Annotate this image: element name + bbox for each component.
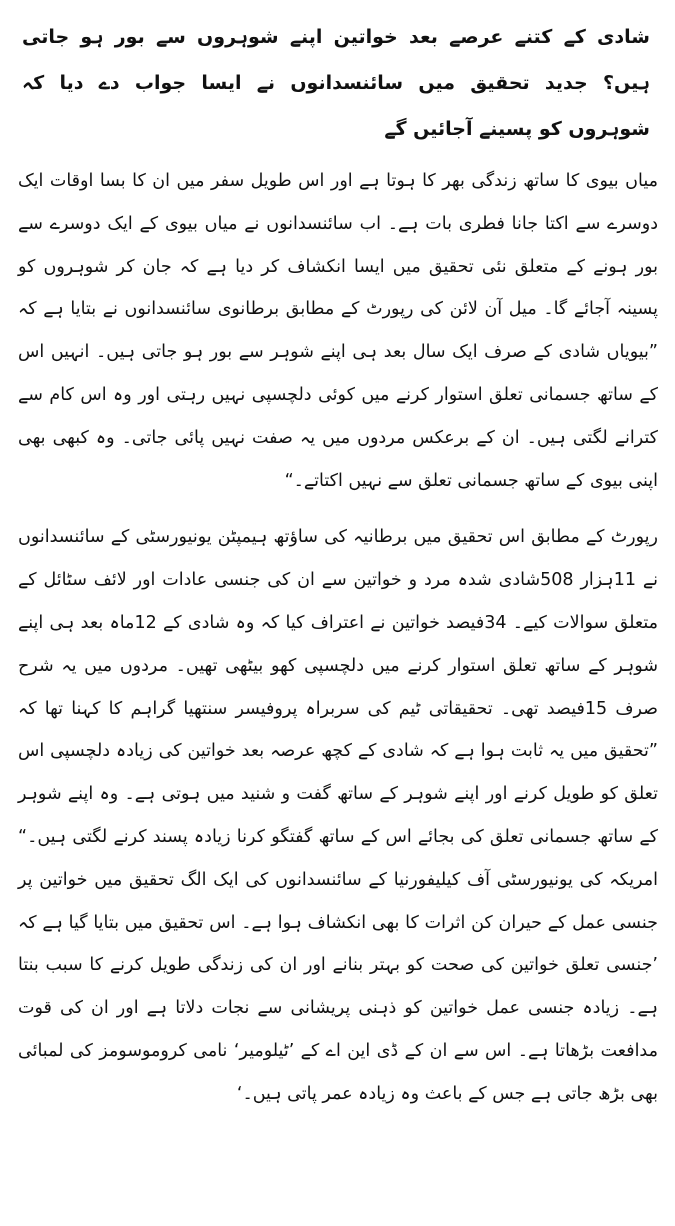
- article-paragraph-2: رپورٹ کے مطابق اس تحقیق میں برطانیہ کی ساﺅتھ ہیمپٹن یونیورسٹی کے سائنسدانوں نے 11ہزار 508شادی شدہ مرد و خواتین سے ان کی جنسی عادات اور لائف سٹائل کے متعلق سوالات کیے۔ 34فیصد خواتین نے اعتراف کیا کہ وہ شادی کے 12ماہ بعد ہی اپنے شوہر کے ساتھ تعلق استوار کرنے میں دلچسپی کھو بیٹھی تھیں۔ مردوں میں یہ شرح صرف 15فیصد تھی۔ تحقیقاتی ٹیم کی سربراہ پروفیسر سنتھیا گراہم کا کہنا تھا کہ ”تحقیق میں یہ ثابت ہوا ہے کہ شادی کے کچھ عرصہ بعد خواتین کی زیادہ دلچسپی اس تعلق کو طویل کرنے اور اپنے شوہر کے ساتھ گفت و شنید میں ہوتی ہے۔ وہ اپنے شوہر کے ساتھ جسمانی تعلق کی بجائے اس کے ساتھ گفتگو کرنا زیادہ پسند کرنے لگتی ہیں۔“ امریکہ کی یونیورسٹی آف کیلیفورنیا کے سائنسدانوں کی ایک الگ تحقیق میں خواتین پر جنسی عمل کے حیران کن اثرات کا بھی انکشاف ہوا ہے۔ اس تحقیق میں بتایا گیا ہے کہ ’جنسی تعلق خواتین کی صحت کو بہتر بنانے اور ان کی زندگی طویل کرنے کا سبب بنتا ہے۔ زیادہ جنسی عمل خواتین کو ذہنی پریشانی سے نجات دلاتا ہے اور ان کی قوت مدافعت بڑھاتا ہے۔ اس سے ان کے ڈی این اے کے ’ٹیلومیر‘ نامی کروموسومز کی لمبائی بھی بڑھ جاتی ہے جس کے باعث وہ زیادہ عمر پاتی ہیں۔‘: [18, 527, 658, 1104]
- article-paragraph-1: میاں بیوی کا ساتھ زندگی بھر کا ہوتا ہے اور اس طویل سفر میں ان کا بسا اوقات ایک دوسرے سے اکتا جانا فطری بات ہے۔ اب سائنسدانوں نے میاں بیوی کے ایک دوسرے سے بور ہونے کے متعلق نئی تحقیق میں ایسا انکشاف کر دیا ہے کہ جان کر شوہروں کو پسینہ آجائے گا۔ میل آن لائن کی رپورٹ کے مطابق برطانوی سائنسدانوں نے بتایا ہے کہ ”بیویاں شادی کے صرف ایک سال بعد ہی اپنے شوہر سے بور ہو جاتی ہیں۔ انہیں اس کے ساتھ جسمانی تعلق استوار کرنے میں کوئی دلچسپی نہیں رہتی اور وہ اس کام سے کترانے لگتی ہیں۔ ان کے برعکس مردوں میں یہ صفت نہیں پائی جاتی۔ وہ کبھی بھی اپنی بیوی کے ساتھ جسمانی تعلق سے نہیں اکتاتے۔“: [18, 171, 658, 491]
- article-headline: شادی کے کتنے عرصے بعد خواتین اپنے شوہروں سے بور ہو جاتی ہیں؟ جدید تحقیق میں سائنسدانوں نے ایسا جواب دے دیا کہ شوہروں کو پسینے آجائیں گے: [22, 26, 650, 140]
- article: [18, 14, 658, 1116]
